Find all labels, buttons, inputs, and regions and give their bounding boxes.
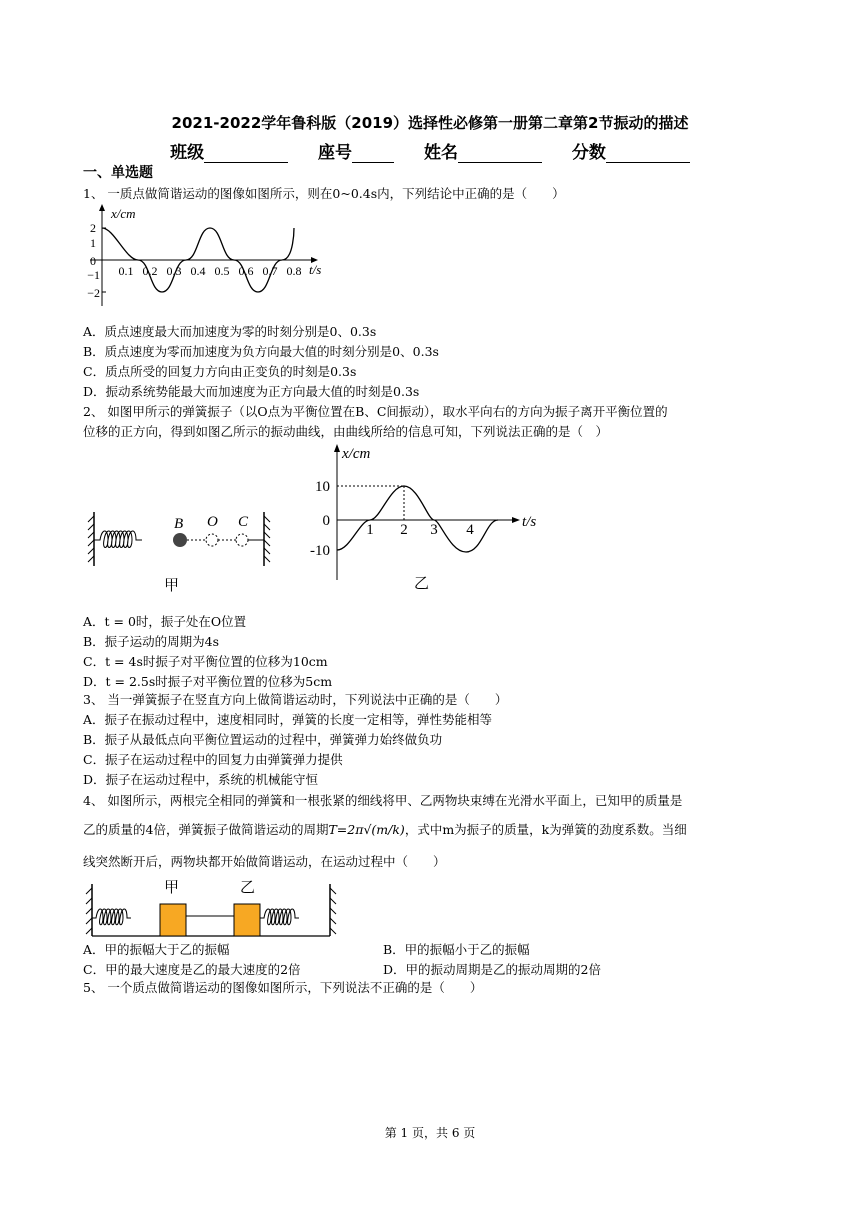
seat-blank bbox=[352, 145, 394, 163]
page-footer: 第 1 页，共 6 页 bbox=[384, 1126, 476, 1140]
q2-ylabel: x/cm bbox=[342, 446, 371, 462]
q2-spring-figure bbox=[84, 506, 284, 596]
q2-caption-yi: 乙 bbox=[414, 576, 430, 590]
q2-option-b: B．振子运动的周期为4s bbox=[83, 634, 220, 649]
q2-ball-b bbox=[173, 533, 187, 547]
q2-caption-jia: 甲 bbox=[164, 578, 180, 594]
q1-stem: 1、 一质点做简谐运动的图像如图所示，则在0~0.4s内，下列结论中正确的是（ ） bbox=[83, 186, 565, 201]
q1-option-a: A．质点速度最大而加速度为零的时刻分别是0、0.3s bbox=[83, 324, 377, 339]
q4-stem-line2-a: 乙的质量的4倍，弹簧振子做简谐运动的周期 bbox=[83, 822, 329, 837]
q4-formula: T=2π√(m/k) bbox=[328, 822, 405, 837]
q1-xtick-2: 0.2 bbox=[142, 264, 158, 278]
q1-ytick-1: 1 bbox=[90, 236, 96, 250]
q3-option-a: A．振子在振动过程中，速度相同时，弹簧的长度一定相等，弹性势能相等 bbox=[83, 712, 493, 727]
q1-ytick-2: 2 bbox=[90, 221, 96, 235]
q5-stem: 5、 一个质点做简谐运动的图像如图所示，下列说法不正确的是（ ） bbox=[83, 980, 483, 995]
q4-stem-line2 bbox=[83, 820, 687, 840]
q1-xtick-8: 0.8 bbox=[286, 264, 302, 278]
q2-option-d: D．t = 2.5s时振子对平衡位置的位移为5cm bbox=[83, 674, 333, 689]
q2-xtick-1: 1 bbox=[366, 522, 374, 538]
q4-stem-line1: 4、 如图所示，两根完全相同的弹簧和一根张紧的细线将甲、乙两物块束缚在光滑水平面上，已知甲的质量是 bbox=[83, 793, 683, 808]
score-blank bbox=[606, 145, 690, 163]
section-heading: 一、单选题 bbox=[83, 165, 153, 181]
q2-option-a: A．t = 0时，振子处在O位置 bbox=[83, 614, 247, 629]
q2-ball-c bbox=[236, 534, 248, 546]
q1-xtick-1: 0.1 bbox=[118, 264, 134, 278]
q4-option-c: C．甲的最大速度是乙的最大速度的2倍 bbox=[83, 962, 301, 977]
page-title: 2021-2022学年鲁科版（2019）选择性必修第一册第二章第2节振动的描述 bbox=[171, 114, 689, 132]
q4-option-b: B．甲的振幅小于乙的振幅 bbox=[383, 942, 530, 957]
q2-label-b: B bbox=[174, 516, 184, 532]
q2-ytick-10: 10 bbox=[315, 479, 330, 495]
q2-xlabel: t/s bbox=[522, 514, 537, 530]
q2-option-c: C．t = 4s时振子对平衡位置的位移为10cm bbox=[83, 654, 328, 669]
q4-stem-line2-b: ，式中m为振子的质量，k为弹簧的劲度系数。当细 bbox=[404, 822, 687, 837]
q1-ytick-neg1: −1 bbox=[87, 268, 100, 282]
q2-stem-line2: 位移的正方向，得到如图乙所示的振动曲线，由曲线所给的信息可知，下列说法正确的是（ ） bbox=[83, 424, 609, 439]
q1-ylabel: x/cm bbox=[111, 206, 136, 221]
q1-option-c: C．质点所受的回复力方向由正变负的时刻是0.3s bbox=[83, 364, 357, 379]
q2-label-o: O bbox=[207, 514, 218, 530]
q2-spring-coil bbox=[94, 531, 142, 548]
score-label: 分数 bbox=[571, 143, 606, 163]
class-blank bbox=[204, 145, 288, 163]
q1-xtick-7: 0.7 bbox=[262, 264, 278, 278]
q3-option-d: D．振子在运动过程中，系统的机械能守恒 bbox=[83, 772, 319, 787]
q3-option-b: B．振子从最低点向平衡位置运动的过程中，弹簧弹力始终做负功 bbox=[83, 732, 443, 747]
q4-stem-line3: 线突然断开后，两物块都开始做简谐运动，在运动过程中（ ） bbox=[83, 854, 446, 869]
q2-stem-line1: 2、 如图甲所示的弹簧振子（以O点为平衡位置在B、C间振动），取水平向右的方向为振子离开平衡位置的 bbox=[83, 404, 668, 419]
q2-xtick-2: 2 bbox=[400, 522, 408, 538]
q3-stem: 3、 当一弹簧振子在竖直方向上做简谐运动时，下列说法中正确的是（ ） bbox=[83, 692, 508, 707]
q2-xtick-3: 3 bbox=[430, 522, 438, 538]
q1-xtick-6: 0.6 bbox=[238, 264, 254, 278]
q2-sine-curve bbox=[337, 486, 498, 552]
q4-right-spring bbox=[260, 909, 299, 925]
q3-option-c: C．振子在运动过程中的回复力由弹簧弹力提供 bbox=[83, 752, 343, 767]
q4-left-spring bbox=[92, 909, 131, 925]
q4-option-a: A．甲的振幅大于乙的振幅 bbox=[83, 942, 230, 957]
q1-xlabel: t/s bbox=[309, 262, 322, 277]
name-blank bbox=[458, 145, 542, 163]
class-label: 班级 bbox=[170, 143, 205, 163]
q1-graph bbox=[84, 202, 344, 310]
q1-option-b: B．质点速度为零而加速度为负方向最大值的时刻分别是0、0.3s bbox=[83, 344, 439, 359]
q4-spring-figure bbox=[84, 872, 344, 938]
q2-label-c: C bbox=[238, 514, 249, 530]
q2-graph bbox=[300, 440, 560, 590]
q1-ytick-neg2: −2 bbox=[87, 286, 100, 300]
q2-ball-o bbox=[206, 534, 218, 546]
q4-block-jia bbox=[160, 904, 186, 936]
q2-ytick-0: 0 bbox=[322, 513, 330, 529]
name-label: 姓名 bbox=[423, 143, 458, 163]
q1-ytick-0: 0 bbox=[90, 254, 96, 268]
q4-option-d: D．甲的振动周期是乙的振动周期的2倍 bbox=[383, 962, 601, 977]
q2-ytick-neg10: -10 bbox=[310, 543, 330, 559]
q1-xtick-4: 0.4 bbox=[190, 264, 206, 278]
q1-option-d: D．振动系统势能最大而加速度为正方向最大值的时刻是0.3s bbox=[83, 384, 420, 399]
q4-label-jia: 甲 bbox=[164, 880, 180, 896]
seat-label: 座号 bbox=[318, 143, 353, 163]
q4-label-yi: 乙 bbox=[240, 880, 256, 896]
student-info-line bbox=[0, 138, 860, 163]
q4-block-yi bbox=[234, 904, 260, 936]
q1-xtick-5: 0.5 bbox=[214, 264, 230, 278]
q2-xtick-4: 4 bbox=[466, 522, 474, 538]
q1-xtick-3: 0.3 bbox=[166, 264, 182, 278]
